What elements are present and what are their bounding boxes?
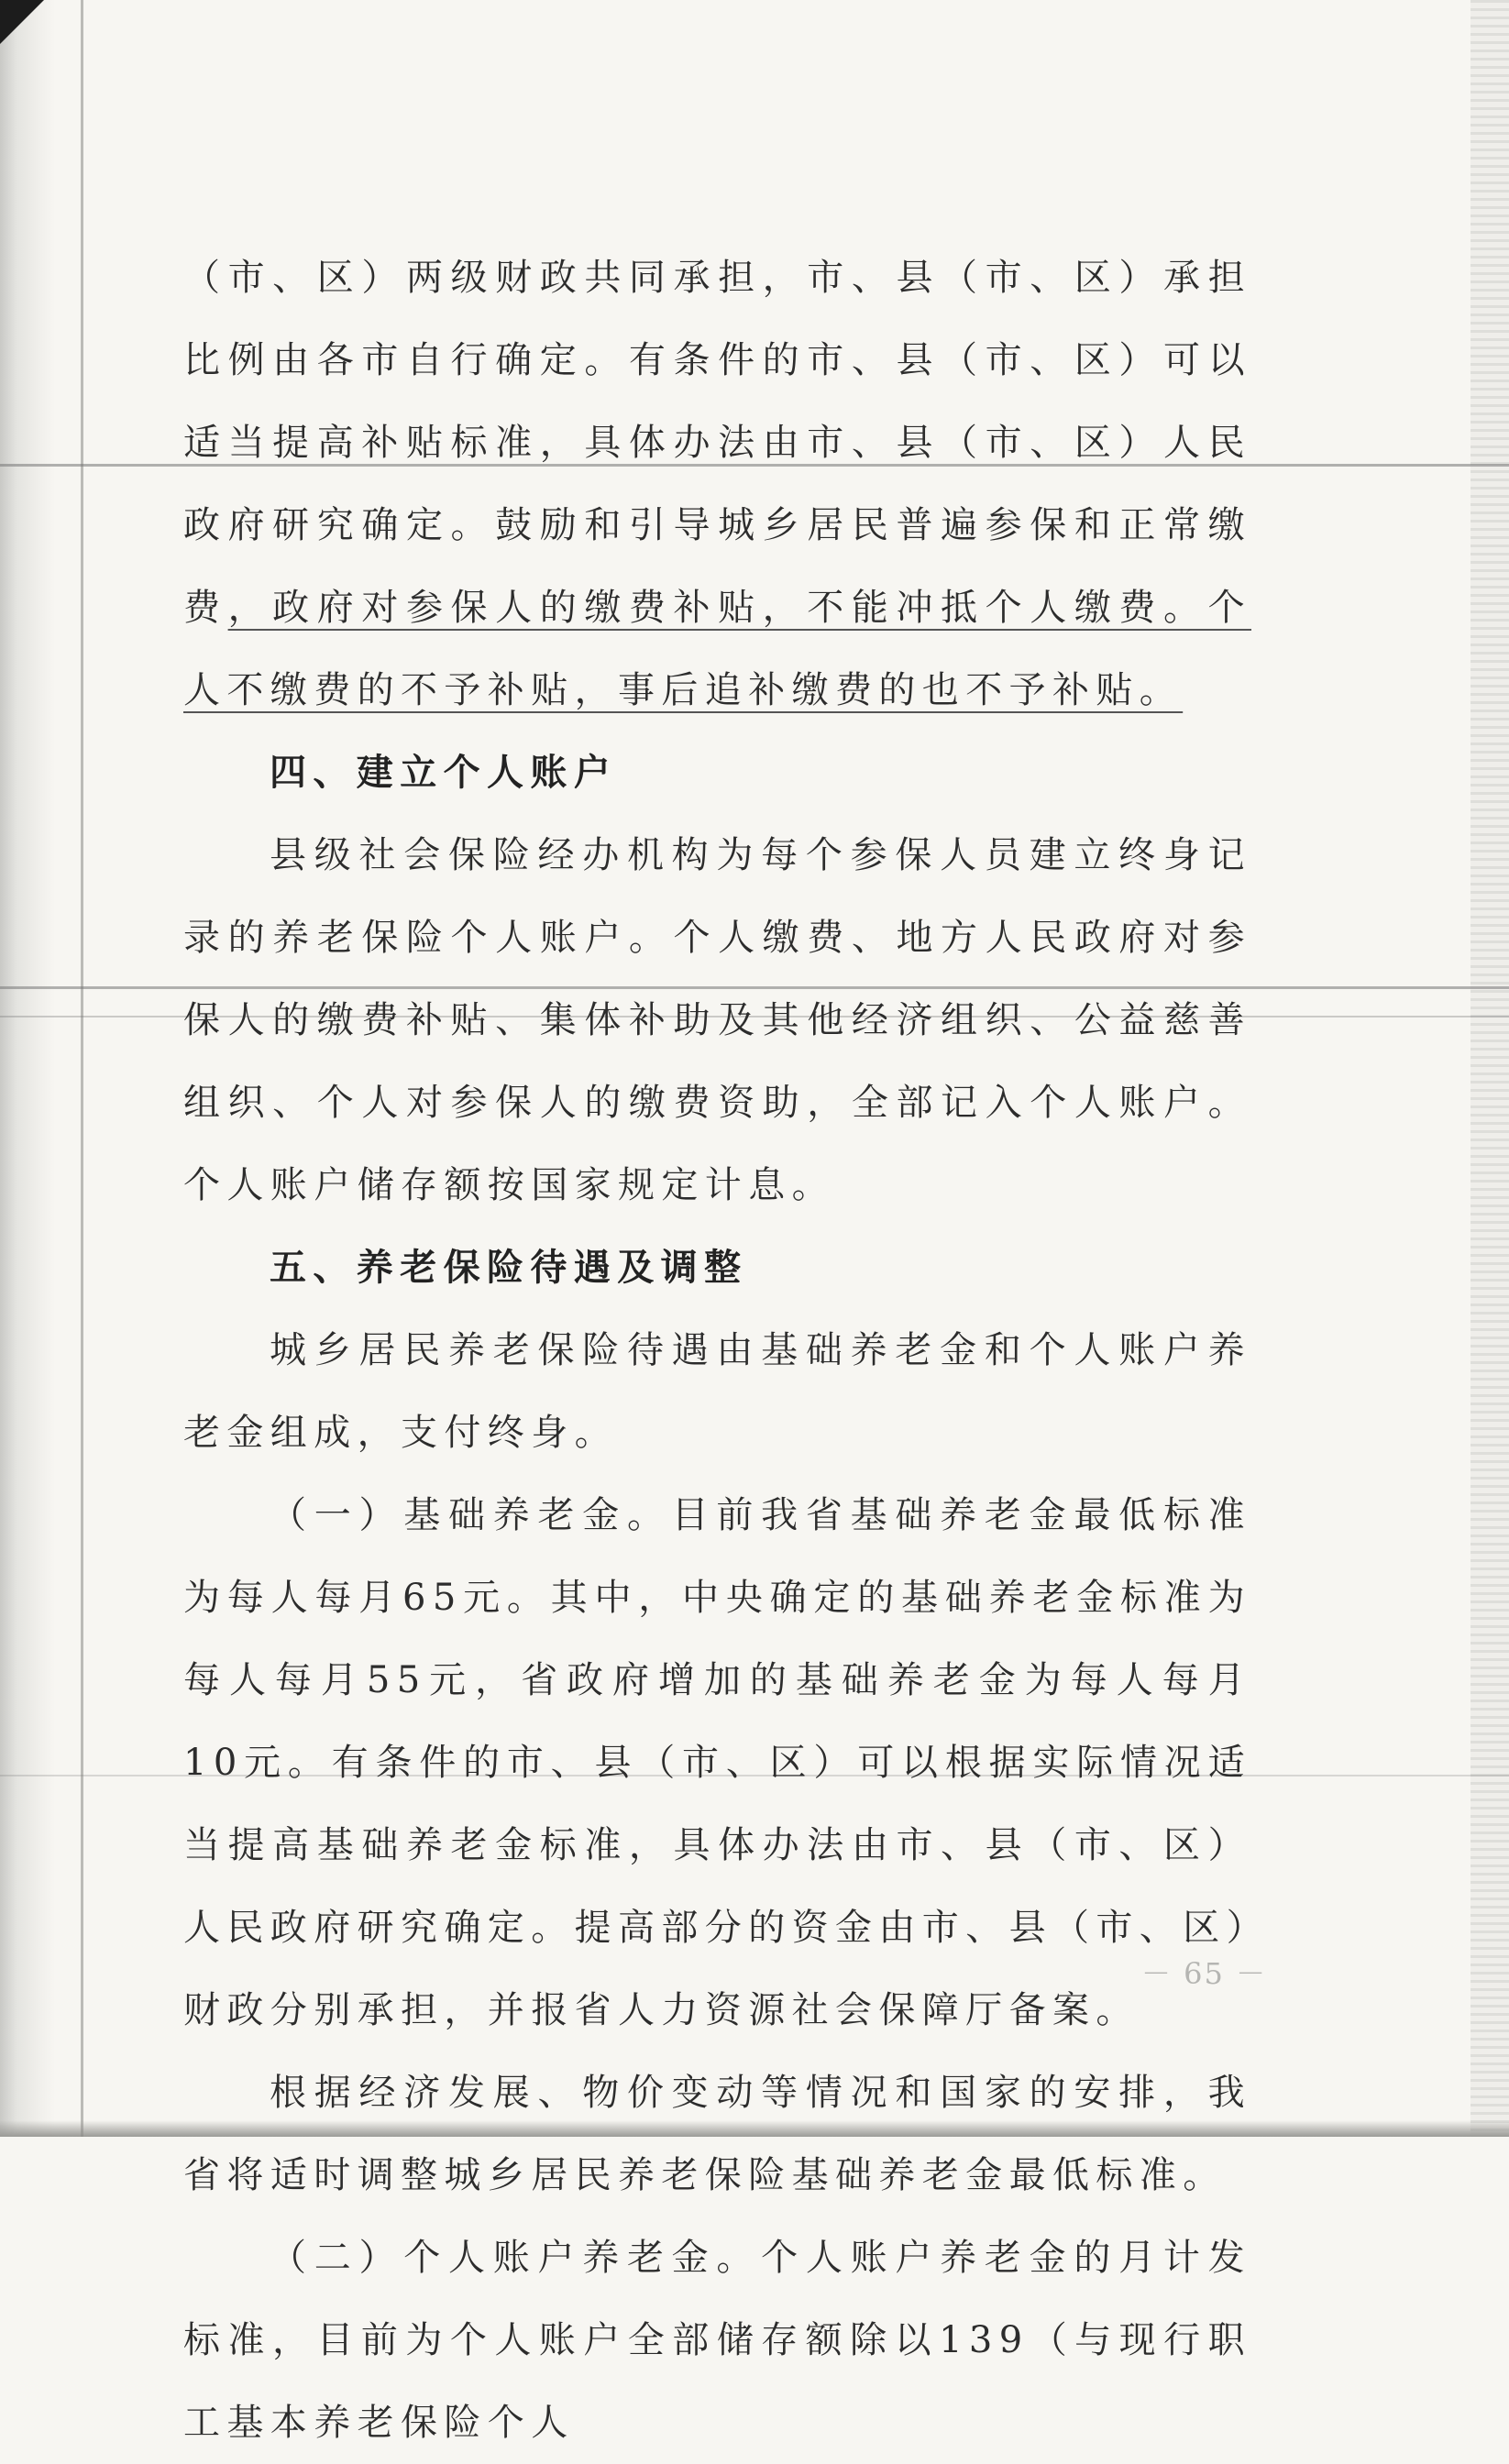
paragraph-personal-account: 县级社会保险经办机构为每个参保人员建立终身记录的养老保险个人账户。个人缴费、地方人民政府对参保人的缴费补贴、集体补助及其他经济组织、公益慈善组织、个人对参保人的缴费资助，全部记入个人账户。个人账户储存额按国家规定计息。 (183, 834, 1251, 1206)
scan-corner-mark (0, 0, 44, 44)
page-number: － 65 － (1141, 1956, 1268, 1991)
document-page (183, 236, 1251, 2464)
handwritten-underline-text: ，政府对参保人的缴费补贴，不能冲抵个人缴费。个人不缴费的不予补贴，事后追补缴费的也不予补贴。 (183, 587, 1251, 711)
paragraph-text: （市、区）两级财政共同承担，市、县（市、区）承担比例由各市自行确定。有条件的市、县（市、区）可以适当提高补贴标准，具体办法由市、县（市、区）人民政府研究确定。鼓励和引导城乡居民普遍参保和正常缴费 (183, 257, 1251, 629)
section-heading-personal-account: 四、建立个人账户 (270, 751, 618, 794)
scan-left-edge (0, 0, 55, 2137)
scan-binding-line (81, 0, 83, 2137)
paragraph-basic-pension: （一）基础养老金。目前我省基础养老金最低标准为每人每月65元。其中，中央确定的基础养老金标准为每人每月55元，省政府增加的基础养老金为每人每月10元。有条件的市、县（市、区）可以根据实际情况适当提高基础养老金标准，具体办法由市、县（市、区）人民政府研究确定。提高部分的资金由市、县（市、区）财政分别承担，并报省人力资源社会保障厅备案。 (183, 1494, 1251, 2031)
scan-right-edge (1470, 0, 1509, 2137)
paragraph-adjustment: 根据经济发展、物价变动等情况和国家的安排，我省将适时调整城乡居民养老保险基础养老金最低标准。 (183, 2072, 1251, 2196)
paragraph-subsidy-continued (183, 236, 1251, 732)
paragraph-personal-account-pension: （二）个人账户养老金。个人账户养老金的月计发标准，目前为个人账户全部储存额除以139（与现行职工基本养老保险个人 (183, 2237, 1251, 2444)
section-heading-pension-benefits: 五、养老保险待遇及调整 (270, 1246, 748, 1289)
paragraph-benefits-intro: 城乡居民养老保险待遇由基础养老金和个人账户养老金组成，支付终身。 (183, 1329, 1251, 1454)
